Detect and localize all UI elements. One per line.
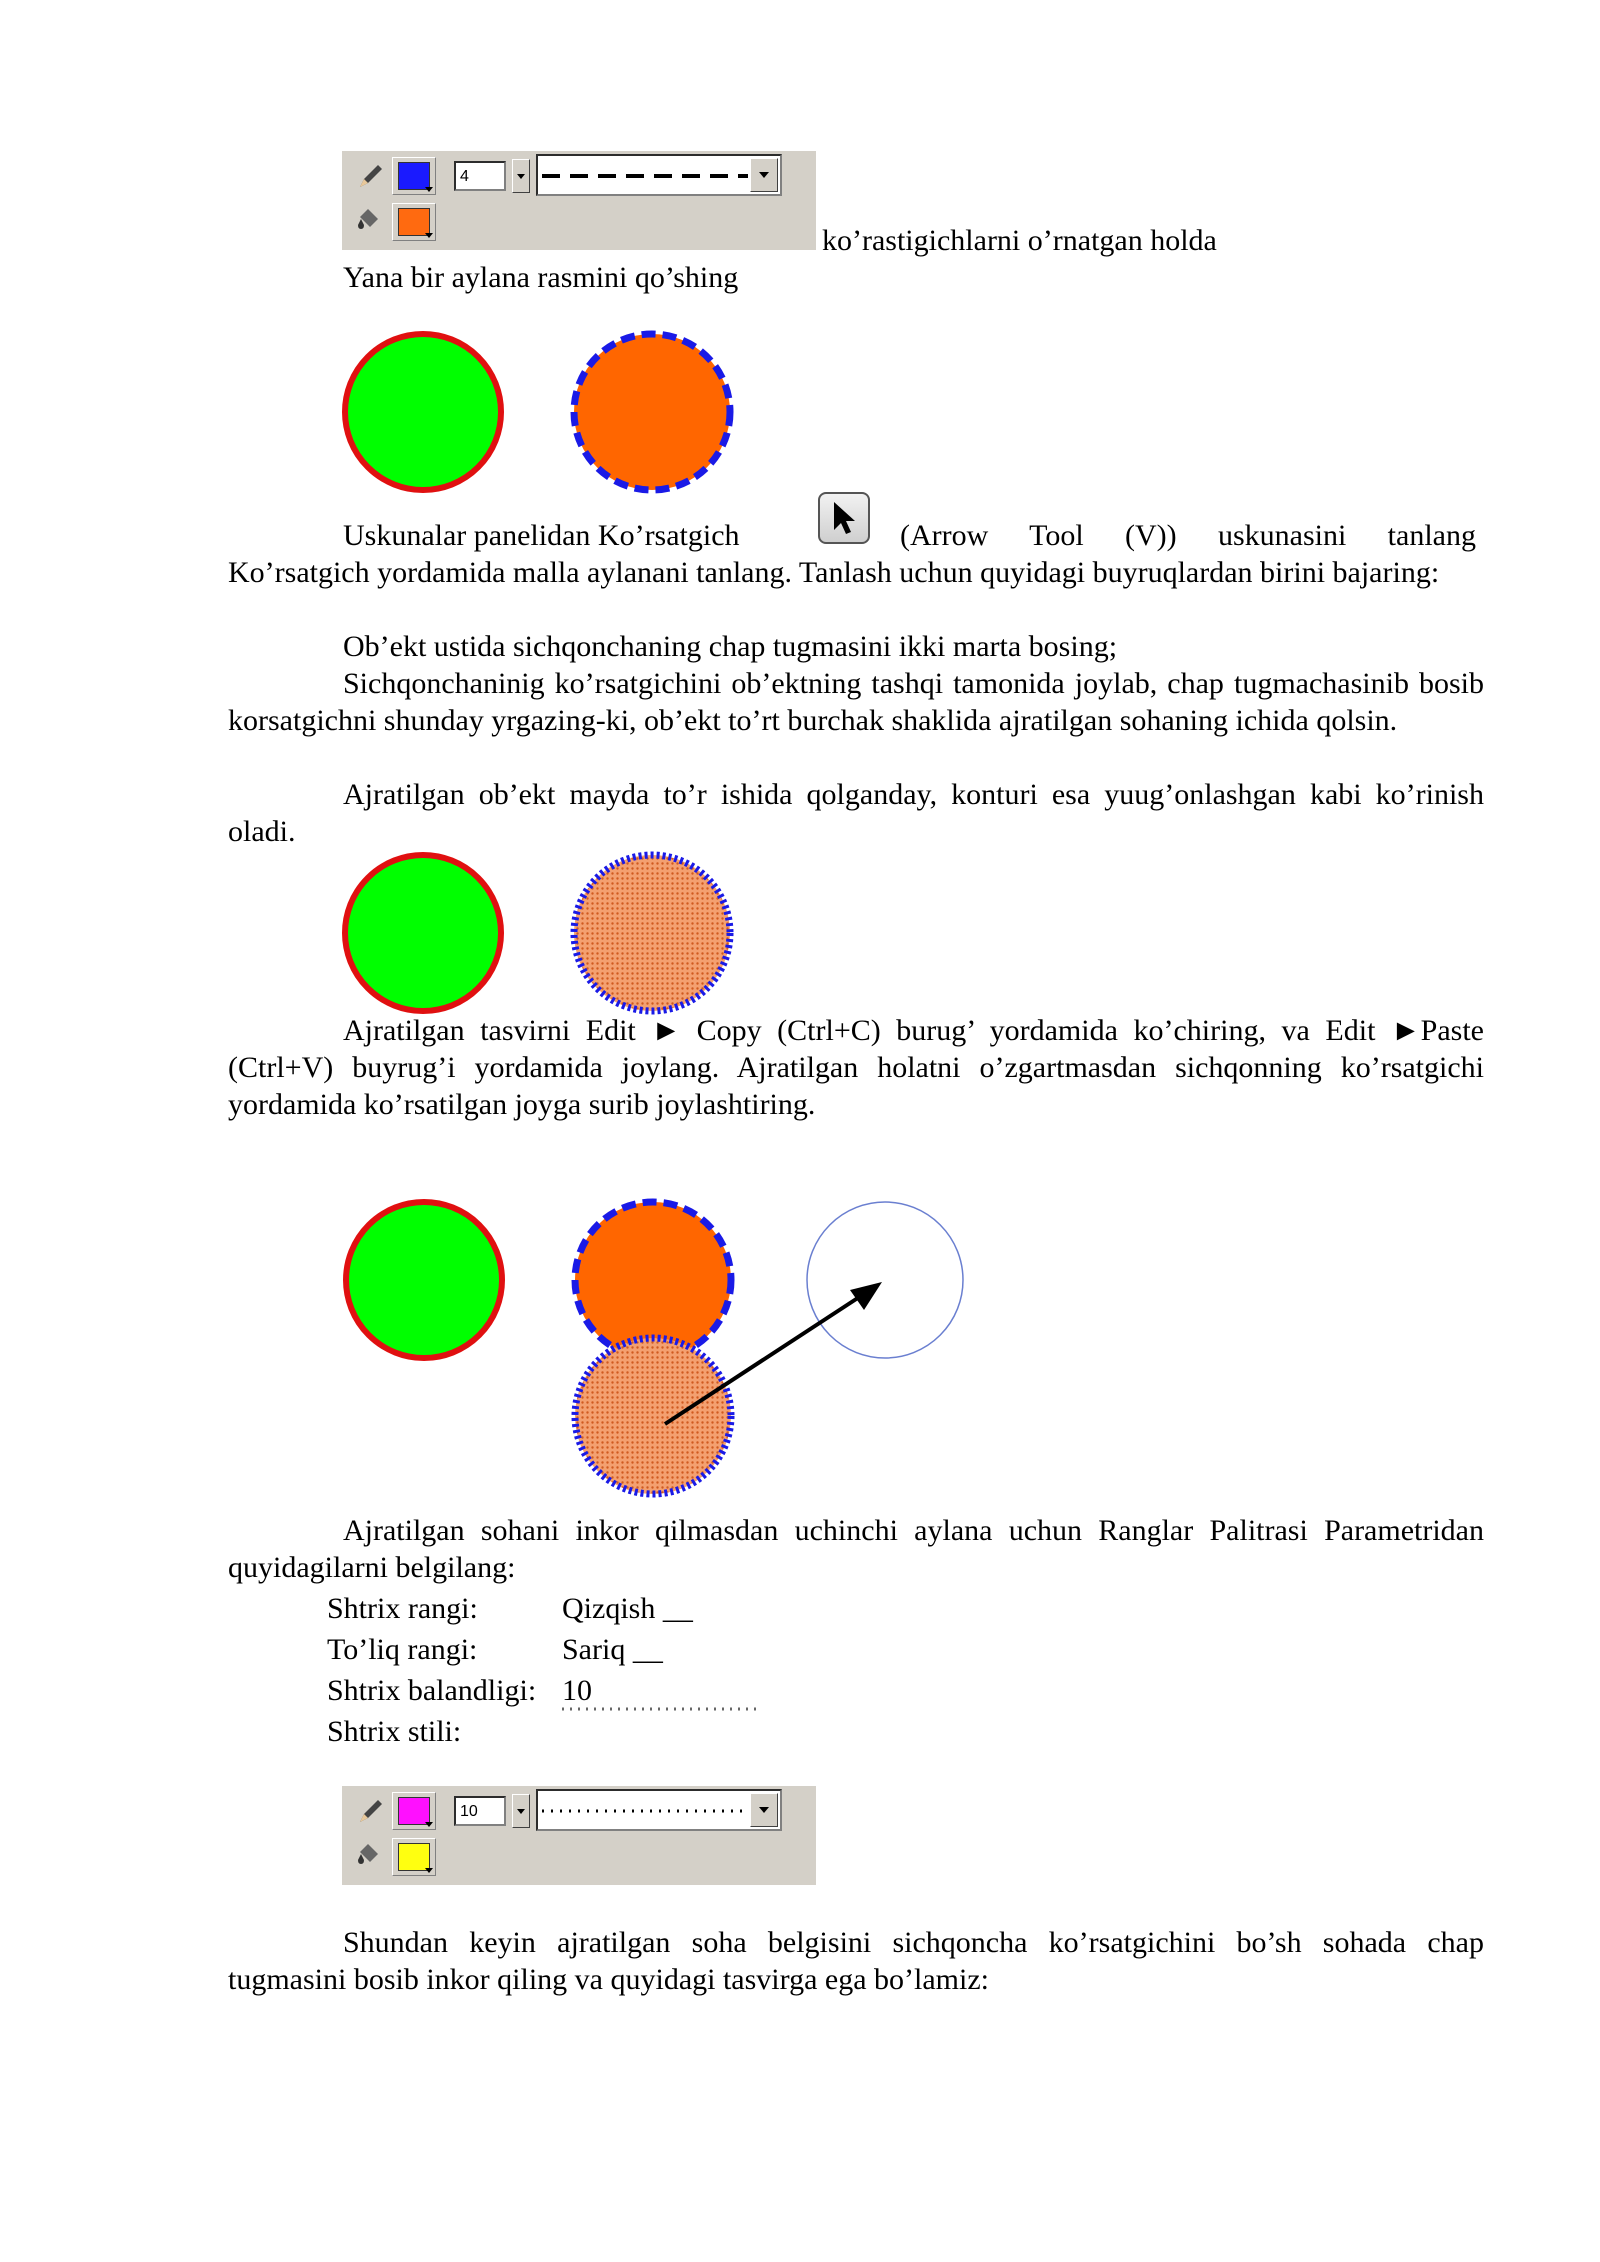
arrow-tool-button[interactable] — [818, 492, 870, 544]
stroke-color-swatch — [398, 162, 430, 190]
stroke-fill-toolbar-1 — [342, 151, 816, 250]
green-circle — [346, 1202, 502, 1358]
stroke-color-swatch — [398, 1797, 430, 1825]
dotted-line-preview-icon — [542, 1808, 746, 1814]
list-label: Shtrix stili: — [327, 1715, 462, 1748]
arrow-head-icon — [850, 1282, 882, 1310]
text-line: Uskunalar panelidan Ko’rsatgich — [343, 519, 740, 552]
orange-circle-dashed — [574, 334, 730, 490]
paragraph — [228, 1012, 1484, 1123]
list-value: Qizqish __ — [562, 1592, 693, 1625]
green-circle — [345, 334, 501, 490]
stroke-style-dropdown[interactable] — [750, 158, 778, 192]
orange-circle-copy-selected — [575, 1338, 731, 1494]
paragraph — [228, 665, 1484, 739]
fill-color-button[interactable] — [392, 1838, 436, 1876]
paint-bucket-icon — [354, 203, 384, 233]
target-outline-circle — [807, 1202, 963, 1358]
fill-color-swatch — [398, 1843, 430, 1871]
list-value: 10 — [562, 1674, 592, 1707]
circles-figure-3 — [330, 1190, 990, 1510]
arrow-tool-icon — [820, 494, 868, 542]
paint-bucket-icon — [354, 1838, 384, 1868]
circles-figure-2 — [330, 846, 750, 1026]
paragraph — [228, 1924, 1484, 1998]
list-label: To’liq rangi: — [327, 1633, 478, 1666]
paragraph-text: Sichqonchaninig ko’rsatgichini ob’ektning tashqi tamonida joylab, chap tugmachasinib bosib korsatgichni shunday yrgazing-ki, ob’ekt to’rt burchak shaklida ajratilgan sohaning ichida qolsin. — [228, 667, 1484, 737]
green-circle — [345, 855, 501, 1011]
list-label: Shtrix rangi: — [327, 1592, 478, 1625]
paragraph — [228, 628, 1484, 665]
stroke-color-button[interactable] — [392, 157, 436, 195]
list-value: Sariq __ — [562, 1633, 663, 1666]
chevron-down-icon — [425, 1868, 433, 1873]
stroke-style-select[interactable] — [536, 1789, 782, 1831]
paragraph-text: Ajratilgan ob’ekt mayda to’r ishida qolganday, konturi esa yuug’onlashgan kabi ko’rinish oladi. — [228, 778, 1484, 848]
paragraph-text: Ob’ekt ustida sichqonchaning chap tugmasini ikki marta bosing; — [343, 630, 1118, 663]
list-label: Shtrix balandligi: — [327, 1674, 537, 1707]
stroke-height-input[interactable]: 10 — [454, 1796, 506, 1826]
paragraph-text: Ajratilgan tasvirni Edit ► Copy (Ctrl+C) burug’ yordamida ko’chiring, va Edit ►Paste (Ctrl+V) buyrug’i yordamida joylang. Ajratilgan holatni o’zgartmasdan sichqonning ko’rsatgichi yordamida ko’rsatilgan joyga surib joylashtiring. — [228, 1014, 1484, 1121]
paragraph-text: Shundan keyin ajratilgan soha belgisini sichqoncha ko’rsatgichini bo’sh sohada chap tugmasini bosib inkor qiling va quyidagi tasvirga ega bo’lamiz: — [228, 1926, 1484, 1996]
paragraph — [228, 1512, 1484, 1586]
stroke-style-select[interactable] — [536, 154, 782, 196]
dotted-line-preview-icon — [562, 1706, 762, 1712]
stroke-height-spinner[interactable] — [512, 159, 530, 193]
orange-circle-selected — [574, 855, 730, 1011]
stroke-height-spinner[interactable] — [512, 1794, 530, 1828]
stroke-style-dropdown[interactable] — [750, 1793, 778, 1827]
paragraph-text: Ko’rsatgich yordamida malla aylanani tanlang. Tanlash uchun quyidagi buyruqlardan birini bajaring: — [228, 556, 1440, 589]
text-line: ko’rastigichlarni o’rnatgan holda — [822, 224, 1217, 257]
paragraph — [228, 554, 1484, 591]
fill-color-swatch — [398, 208, 430, 236]
text-line: (Arrow Tool (V)) uskunasini tanlang — [900, 519, 1476, 552]
circles-figure-1 — [330, 320, 750, 500]
stroke-height-input[interactable]: 4 — [454, 161, 506, 191]
fill-color-button[interactable] — [392, 203, 436, 241]
text-line: Yana bir aylana rasmini qo’shing — [343, 261, 739, 294]
paragraph-text: Ajratilgan sohani inkor qilmasdan uchinchi aylana uchun Ranglar Palitrasi Parametridan quyidagilarni belgilang: — [228, 1514, 1484, 1584]
pencil-icon — [356, 161, 386, 191]
chevron-down-icon — [425, 1822, 433, 1827]
stroke-fill-toolbar-2 — [342, 1786, 816, 1885]
pencil-icon — [356, 1796, 386, 1826]
chevron-down-icon — [425, 187, 433, 192]
dashed-line-preview-icon — [542, 172, 748, 180]
chevron-down-icon — [425, 233, 433, 238]
paragraph — [228, 776, 1484, 850]
stroke-color-button[interactable] — [392, 1792, 436, 1830]
